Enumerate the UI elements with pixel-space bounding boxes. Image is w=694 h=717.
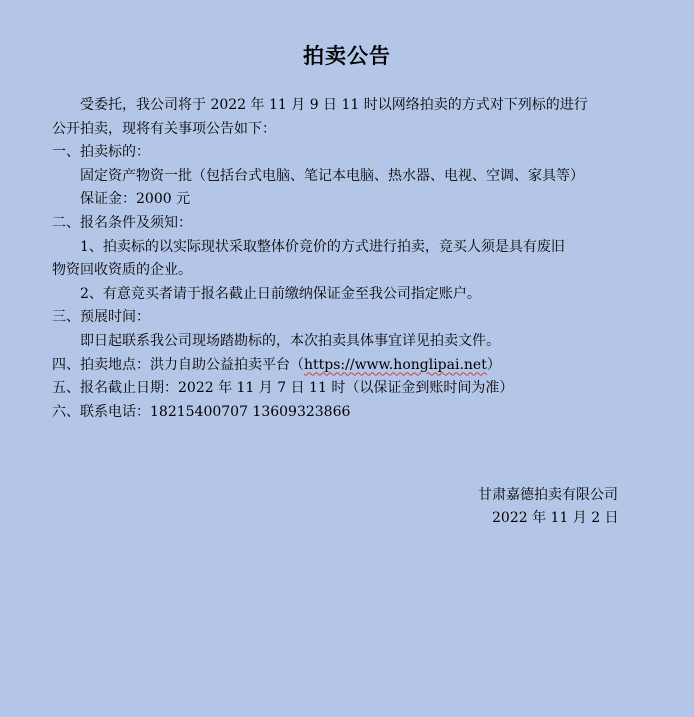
intro-line-2: 公开拍卖，现将有关事项公告如下： bbox=[52, 120, 276, 137]
section-4-close: ） bbox=[486, 356, 501, 373]
section-4-location bbox=[52, 354, 648, 378]
section-2-item-1-line-2: 物资回收资质的企业。 bbox=[52, 262, 192, 279]
section-3-heading: 三、预展时间： bbox=[52, 309, 150, 326]
section-1-item: 固定资产物资一批（包括台式电脑、笔记本电脑、热水器、电视、空调、家具等） bbox=[80, 167, 584, 184]
section-2-item-1-line-1: 1、拍卖标的以实际现状采取整体价竞价的方式进行拍卖，竞买人须是具有废旧 bbox=[80, 238, 565, 255]
section-3-item: 即日起联系我公司现场踏勘标的，本次拍卖具体事宜详见拍卖文件。 bbox=[80, 332, 500, 349]
section-1-heading: 一、拍卖标的： bbox=[52, 144, 150, 161]
section-5-deadline: 五、报名截止日期：2022 年 11 月 7 日 11 时（以保证金到账时间为准） bbox=[52, 380, 514, 397]
signature-date: 2022 年 11 月 2 日 bbox=[492, 510, 619, 526]
signature-company: 甘肃嘉德拍卖有限公司 bbox=[478, 487, 618, 503]
section-1-deposit: 保证金：2000 元 bbox=[80, 191, 191, 208]
intro-line-1: 受委托，我公司将于 2022 年 11 月 9 日 11 时以网络拍卖的方式对下列标的进行 bbox=[80, 97, 588, 113]
announcement-body bbox=[52, 94, 648, 424]
section-2-heading: 二、报名条件及须知： bbox=[52, 214, 192, 231]
section-4-label: 四、拍卖地点：洪力自助公益拍卖平台（ bbox=[52, 356, 304, 373]
section-2-item-2: 2、有意竞买者请于报名截止日前缴纳保证金至我公司指定账户。 bbox=[80, 285, 481, 302]
section-6-phone: 六、联系电话：18215400707 13609323866 bbox=[52, 403, 351, 420]
auction-platform-link[interactable]: https://www.honglipai.net bbox=[304, 356, 487, 373]
page-title: 拍卖公告 bbox=[303, 43, 391, 68]
